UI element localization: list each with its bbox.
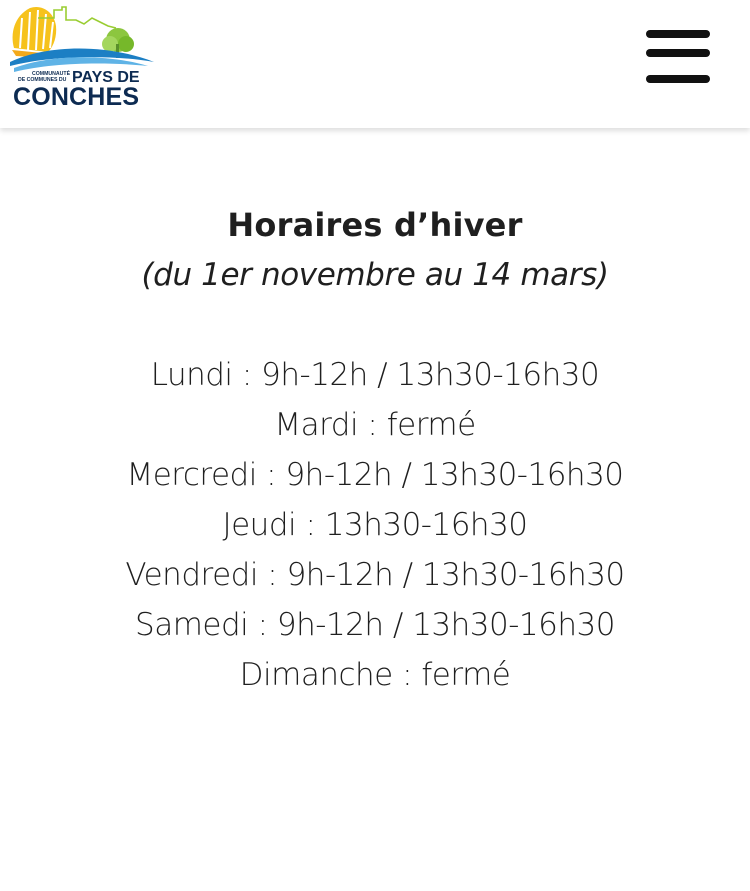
- hours-monday: Lundi : 9h-12h / 13h30-16h30: [150, 357, 600, 393]
- logo-line-pays-de: PAYS DE: [72, 69, 140, 86]
- logo-line-conches: CONCHES: [13, 83, 139, 110]
- date-range-subtitle: (du 1er novembre au 14 mars): [141, 257, 609, 293]
- menu-bar-bottom: [646, 75, 710, 83]
- hours-sunday: Dimanche : fermé: [239, 657, 511, 693]
- hours-list: [0, 350, 750, 700]
- hours-thursday: Jeudi : 13h30-16h30: [222, 507, 528, 543]
- hours-friday: Vendredi : 9h-12h / 13h30-16h30: [125, 557, 625, 593]
- pays-de-conches-logo: [8, 4, 156, 110]
- hamburger-menu-button[interactable]: [640, 26, 716, 90]
- logo-line-communaute: COMMUNAUTÉ: [32, 71, 71, 77]
- menu-bar-middle: [646, 49, 710, 57]
- shell-icon: [12, 7, 56, 58]
- logo-line-de-communes: DE COMMUNES DU: [18, 77, 67, 83]
- page-title: Horaires d’hiver: [227, 206, 523, 244]
- site-logo[interactable]: [8, 4, 156, 110]
- menu-bar-top: [646, 30, 710, 38]
- hours-saturday: Samedi : 9h-12h / 13h30-16h30: [135, 607, 615, 643]
- site-header: [0, 0, 750, 128]
- hours-tuesday: Mardi : fermé: [274, 407, 476, 443]
- hours-wednesday: Mercredi : 9h-12h / 13h30-16h30: [126, 457, 624, 493]
- opening-hours-section: [0, 200, 750, 700]
